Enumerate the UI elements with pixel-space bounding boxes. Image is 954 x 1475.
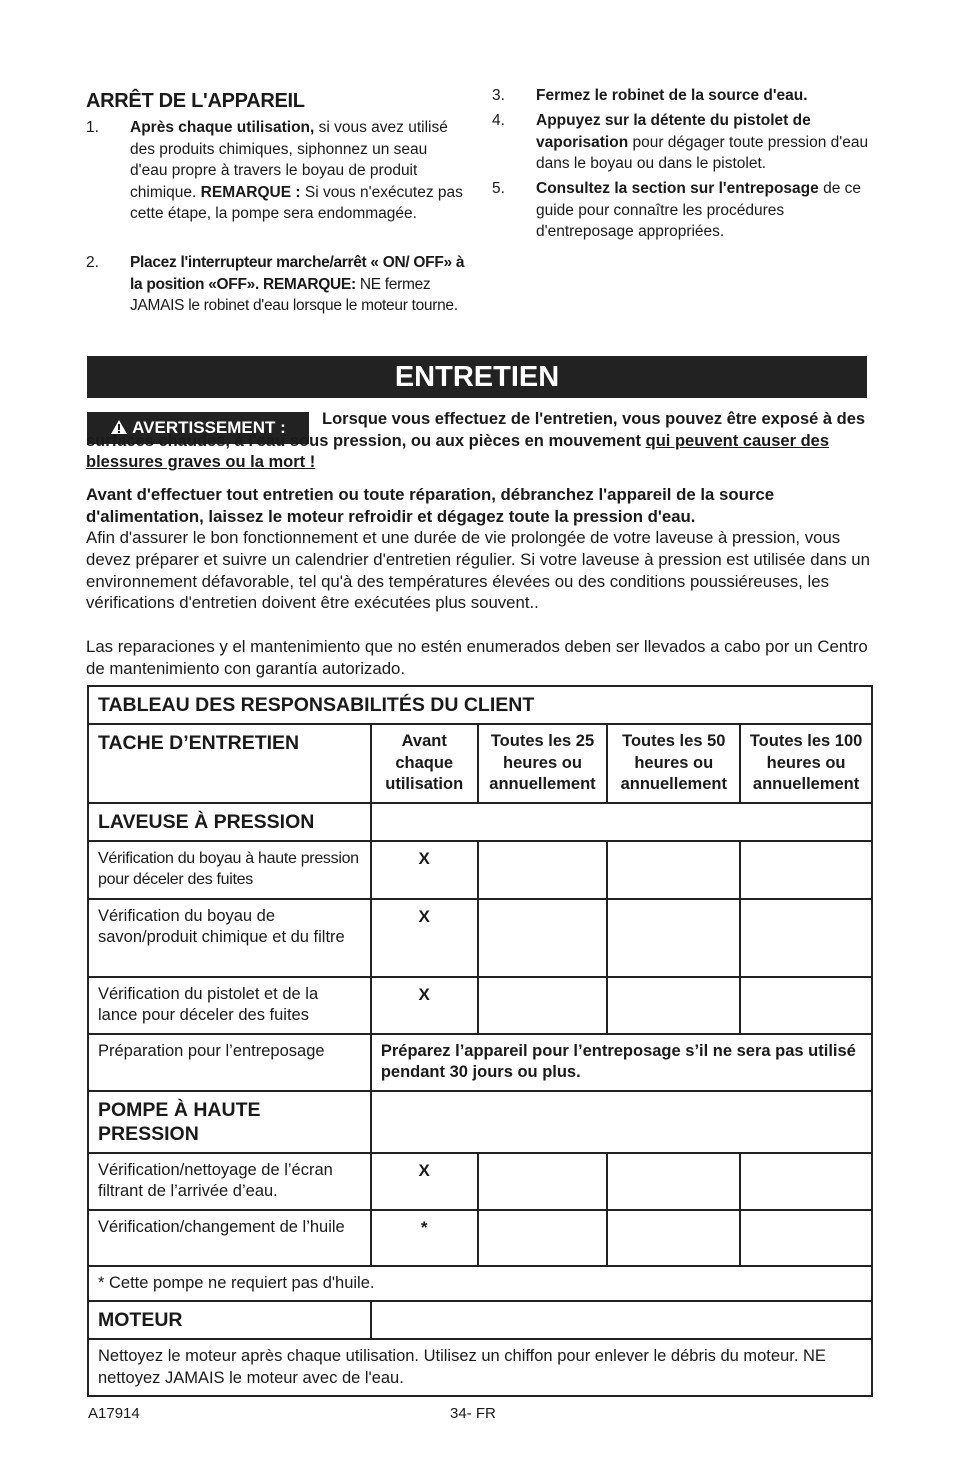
task-cell: Vérification/changement de l’huile — [88, 1210, 371, 1266]
task-header: TACHE D’ENTRETIEN — [88, 724, 371, 803]
check-mark: X — [371, 841, 478, 899]
document-code: A17914 — [88, 1405, 140, 1422]
motor-note: Nettoyez le moteur après chaque utilisation. Utilisez un chiffon pour enlever le débris du moteur. NE nettoyez JAMAIS le moteur avec de l'eau. — [88, 1339, 872, 1396]
empty-cell — [607, 1153, 740, 1210]
section-label: POMPE À HAUTE PRESSION — [88, 1091, 371, 1153]
table-row — [88, 1153, 872, 1210]
task-cell: Vérification du boyau de savon/produit chimique et du filtre — [88, 899, 371, 977]
col-header: Toutes les 25 heures ou annuellement — [478, 724, 608, 803]
step-text: Appuyez sur la détente du pistolet de vaporisation pour dégager toute pression d'eau dans le boyau ou dans le pistolet. — [536, 112, 869, 172]
empty-cell — [607, 977, 740, 1034]
table-row — [88, 1091, 872, 1153]
warning-text: Lorsque vous effectuez de l'entretien, vous pouvez être exposé à des surfaces chaudes, à l'eau sous pression, ou aux pièces en mouvement qui peuvent causer des blessures graves ou la mort ! — [86, 410, 866, 471]
table-title: TABLEAU DES RESPONSABILITÉS DU CLIENT — [88, 686, 872, 724]
paragraph-service: Las reparaciones y el mantenimiento que no estén enumerados deben ser llevados a cabo por un Centro de mantenimiento con garantía autorizado. — [86, 637, 868, 678]
check-mark: X — [371, 1153, 478, 1210]
empty-cell — [478, 841, 608, 899]
table-row — [88, 1339, 872, 1396]
table-row — [88, 1034, 872, 1091]
table-row — [88, 1210, 872, 1266]
empty-cell — [607, 841, 740, 899]
warning-label: AVERTISSEMENT : — [132, 418, 286, 437]
step-number: 4. — [492, 112, 505, 129]
step-number: 1. — [86, 119, 99, 136]
section-label: MOTEUR — [88, 1301, 371, 1339]
table-row — [88, 1301, 872, 1339]
empty-cell — [478, 1210, 608, 1266]
table-row — [88, 977, 872, 1034]
section-label: LAVEUSE À PRESSION — [88, 803, 371, 841]
task-cell: Vérification/nettoyage de l’écran filtrant de l’arrivée d’eau. — [88, 1153, 371, 1210]
empty-cell — [740, 977, 872, 1034]
empty-cell — [740, 899, 872, 977]
step-number: 2. — [86, 254, 99, 271]
table-row — [88, 724, 872, 803]
step-text: Consultez la section sur l'entreposage de ce guide pour connaître les procédures d'entreposage appropriées. — [536, 180, 861, 240]
step-number: 5. — [492, 180, 505, 197]
check-mark: X — [371, 899, 478, 977]
footnote: * Cette pompe ne requiert pas d'huile. — [88, 1266, 872, 1302]
bold-paragraph: Avant d'effectuer tout entretien ou toute réparation, débranchez l'appareil de la source d'alimentation, laissez le moteur refroidir et dégagez toute la pression d'eau. — [86, 485, 775, 526]
page-number: 34- FR — [450, 1405, 496, 1422]
empty-cell — [607, 899, 740, 977]
empty-cell — [740, 841, 872, 899]
col-header: Avant chaque utilisation — [371, 724, 478, 803]
storage-note: Préparez l’appareil pour l’entreposage s’il ne sera pas utilisé pendant 30 jours ou plus. — [371, 1034, 872, 1091]
col-header: Toutes les 100 heures ou annuellement — [740, 724, 872, 803]
section-heading-shutdown: ARRÊT DE L'APPAREIL — [86, 90, 305, 112]
table-row — [88, 686, 872, 724]
col-header: Toutes les 50 heures ou annuellement — [607, 724, 740, 803]
warning-underlined: qui peuvent causer des blessures graves ou la mort ! — [86, 431, 830, 471]
empty-cell — [740, 1153, 872, 1210]
check-mark: X — [371, 977, 478, 1034]
step-text: Fermez le robinet de la source d'eau. — [536, 87, 808, 104]
asterisk-mark: * — [371, 1210, 478, 1266]
task-cell: Vérification du pistolet et de la lance pour déceler des fuites — [88, 977, 371, 1034]
table-row — [88, 803, 872, 841]
step-number: 3. — [492, 87, 505, 104]
empty-cell — [478, 899, 608, 977]
section-banner-maintenance: ENTRETIEN — [87, 356, 867, 398]
table-row — [88, 899, 872, 977]
empty-cell — [371, 803, 872, 841]
empty-cell — [371, 1091, 872, 1153]
responsibility-table — [87, 685, 873, 1397]
empty-cell — [607, 1210, 740, 1266]
paragraph-schedule: Afin d'assurer le bon fonctionnement et une durée de vie prolongée de votre laveuse à pression, vous devez préparer et suivre un calendrier d'entretien régulier. Si votre laveuse à pression est utilisée dans un environnement défavorable, tel qu'à des températures élevées ou des conditions poussiéreuses, les vérifications d'entretien doivent être exécutées plus souvent.. — [86, 528, 870, 613]
table-row — [88, 1266, 872, 1302]
task-cell: Préparation pour l’entreposage — [88, 1034, 371, 1091]
table-row — [88, 841, 872, 899]
empty-cell — [740, 1210, 872, 1266]
task-cell: Vérification du boyau à haute pression pour déceler des fuites — [88, 841, 371, 899]
step-text: Après chaque utilisation, si vous avez utilisé des produits chimiques, siphonnez un seau d'eau propre à travers le boyau de produit chimique. REMARQUE : Si vous n'exécutez pas cette étape, la pompe sera endommagée. — [130, 119, 463, 222]
step-text: Placez l'interrupteur marche/arrêt « ON/ OFF» à la position «OFF». REMARQUE: NE fermez JAMAIS le robinet d'eau lorsque le moteur tourne. — [130, 254, 465, 314]
empty-cell — [371, 1301, 872, 1339]
empty-cell — [478, 1153, 608, 1210]
empty-cell — [478, 977, 608, 1034]
